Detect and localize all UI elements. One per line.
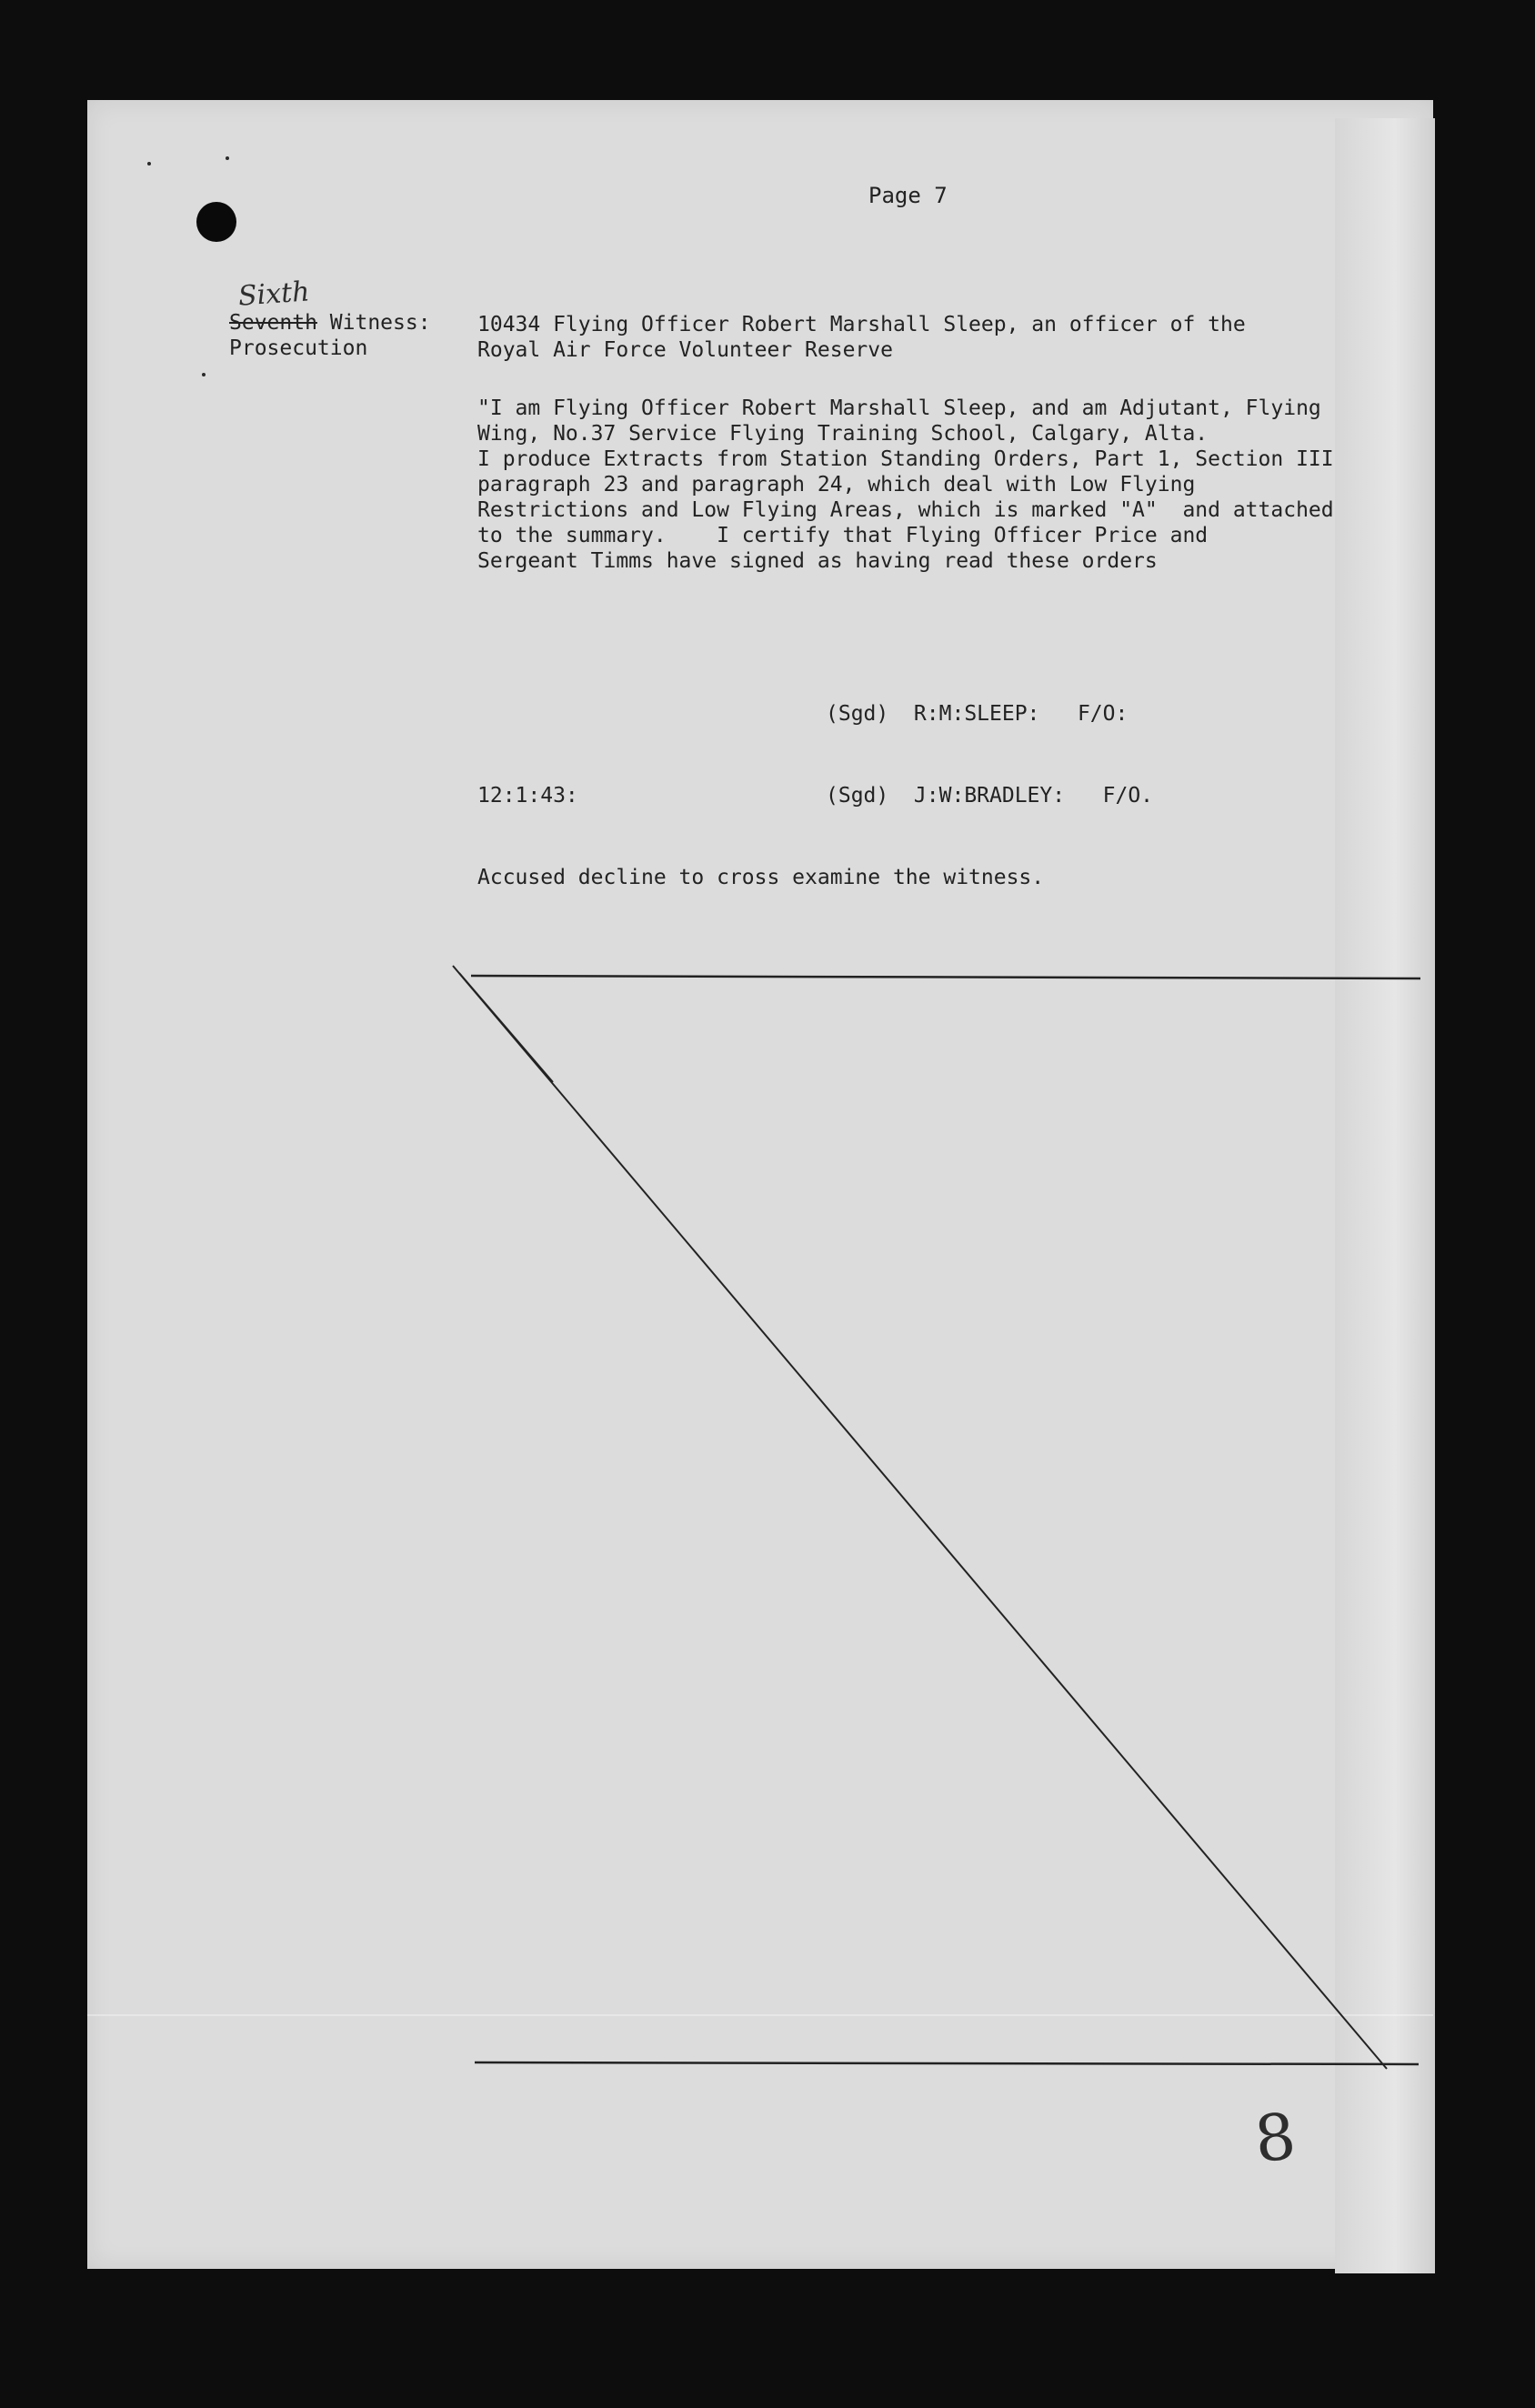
statement-line: Wing, No.37 Service Flying Training School, Calgary, Alta. [477,422,1209,446]
handwritten-folio-number: 8 [1250,2098,1299,2178]
witness-heading-line: Royal Air Force Volunteer Reserve [477,338,893,362]
diagonal-cancel-line [453,966,1387,2069]
top-rule [471,976,1420,978]
statement-line: "I am Flying Officer Robert Marshall Sleep, and am Adjutant, Flying [477,396,1321,420]
statement-line: Restrictions and Low Flying Areas, which is marked "A" and attached [477,498,1334,522]
side-label: Prosecution [229,336,368,360]
statement-line: I produce Extracts from Station Standing Orders, Part 1, Section III [477,447,1334,471]
struck-witness-ordinal: Seventh [229,311,317,335]
signature-sleep: (Sgd) R:M:SLEEP: F/O: [826,702,1129,726]
bottom-rule [475,2062,1419,2064]
diagonal-cancel-line-double [459,973,553,1082]
statement-line: paragraph 23 and paragraph 24, which deal with Low Flying [477,473,1196,497]
handwritten-witness-ordinal: Sixth [236,276,311,313]
page-number: Page 7 [868,183,948,208]
witness-heading-line: 10434 Flying Officer Robert Marshall Sleep, an officer of the [477,313,1246,336]
statement-line: Sergeant Timms have signed as having read these orders [477,549,1158,573]
witness-label-text: Witness: [329,311,431,335]
accused-note: Accused decline to cross examine the witness. [477,866,1045,889]
statement-date: 12:1:43: [477,784,578,808]
signature-bradley: (Sgd) J:W:BRADLEY: F/O. [826,784,1154,808]
statement-line: to the summary. I certify that Flying Officer Price and [477,524,1209,547]
